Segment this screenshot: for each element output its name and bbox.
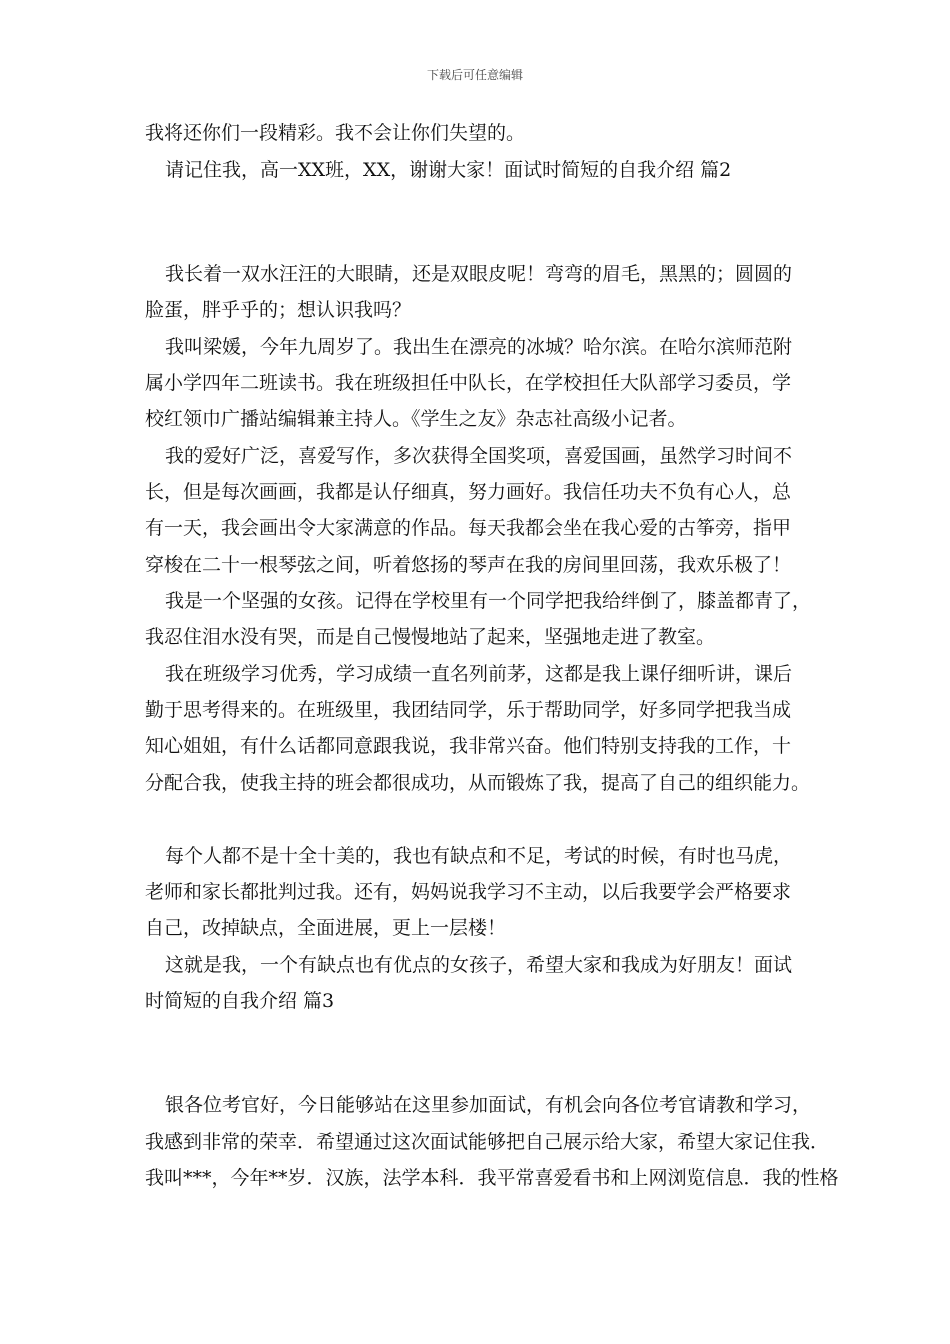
text-line: 我是一个坚强的女孩。记得在学校里有一个同学把我给绊倒了，膝盖都青了，: [165, 590, 812, 612]
text-line: 自己，改掉缺点，全面进展，更上一层楼！: [145, 917, 507, 939]
text-line: 我在班级学习优秀，学习成绩一直名列前茅，这都是我上课仔细听讲，课后: [165, 663, 793, 685]
text-line: 我叫梁媛，今年九周岁了。我出生在漂亮的冰城？哈尔滨。在哈尔滨师范附: [165, 336, 793, 358]
text-line: 我将还你们一段精彩。我不会让你们失望的。: [145, 122, 526, 144]
text-line: 我叫***，今年**岁．汉族，法学本科．我平常喜爱看书和上网浏览信息．我的性格: [145, 1167, 839, 1189]
text-line: 勤于思考得来的。在班级里，我团结同学，乐于帮助同学，好多同学把我当成: [145, 699, 792, 721]
text-line: 脸蛋，胖乎乎的；想认识我吗？: [145, 299, 412, 321]
text-line: 长，但是每次画画，我都是认仔细真，努力画好。我信任功夫不负有心人，总: [145, 481, 792, 503]
text-line: 这就是我，一个有缺点也有优点的女孩子，希望大家和我成为好朋友！面试: [165, 954, 793, 976]
text-line: 有一天，我会画出令大家满意的作品。每天我都会坐在我心爱的古筝旁，指甲: [145, 517, 792, 539]
text-line: 分配合我，使我主持的班会都很成功，从而锻炼了我，提高了自己的组织能力。: [145, 772, 811, 794]
text-line: 每个人都不是十全十美的，我也有缺点和不足，考试的时候，有时也马虎，: [165, 845, 793, 867]
page-header: 下载后可任意编辑: [426, 68, 523, 82]
text-line: 穿梭在二十一根琴弦之间，听着悠扬的琴声在我的房间里回荡，我欢乐极了！: [145, 554, 792, 576]
text-line: 我的爱好广泛，喜爱写作，多次获得全国奖项，喜爱国画，虽然学习时间不: [165, 445, 793, 467]
text-line: 时简短的自我介绍 篇3: [145, 990, 335, 1012]
text-line: 银各位考官好，今日能够站在这里参加面试，有机会向各位考官请教和学习，: [165, 1094, 812, 1116]
text-line: 我感到非常的荣幸．希望通过这次面试能够把自己展示给大家，希望大家记住我．: [145, 1131, 830, 1153]
text-line: 老师和家长都批判过我。还有，妈妈说我学习不主动，以后我要学会严格要求: [145, 881, 792, 903]
text-line: 属小学四年二班读书。我在班级担任中队长，在学校担任大队部学习委员，学: [145, 372, 792, 394]
text-line: 知心姐姐，有什么话都同意跟我说，我非常兴奋。他们特别支持我的工作，十: [145, 735, 792, 757]
text-line: 校红领巾广播站编辑兼主持人。《学生之友》杂志社高级小记者。: [145, 408, 687, 430]
text-line: 我长着一双水汪汪的大眼睛，还是双眼皮呢！弯弯的眉毛，黑黑的；圆圆的: [165, 263, 793, 285]
text-line: 请记住我，高一XX班，XX，谢谢大家！面试时简短的自我介绍 篇2: [165, 159, 732, 181]
text-line: 我忍住泪水没有哭，而是自己慢慢地站了起来，坚强地走进了教室。: [145, 626, 716, 648]
